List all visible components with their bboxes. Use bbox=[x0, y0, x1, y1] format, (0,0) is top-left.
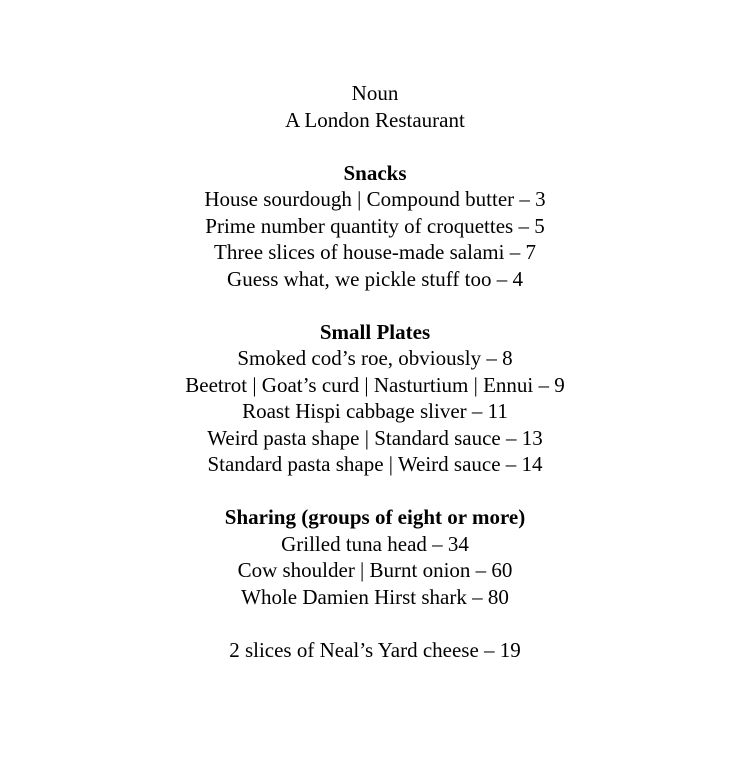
menu-sections bbox=[0, 160, 750, 611]
footer-item: 2 slices of Neal’s Yard cheese – 19 bbox=[229, 637, 521, 662]
menu-item: Roast Hispi cabbage sliver – 11 bbox=[242, 399, 508, 423]
restaurant-menu bbox=[0, 80, 750, 663]
menu-item: Beetrot | Goat’s curd | Nasturtium | Ennui – 9 bbox=[185, 372, 565, 397]
menu-item: Cow shoulder | Burnt onion – 60 bbox=[237, 558, 513, 582]
menu-item: Whole Damien Hirst shark – 80 bbox=[241, 584, 509, 609]
menu-section bbox=[0, 319, 750, 478]
menu-item: Three slices of house-made salami – 7 bbox=[214, 240, 536, 264]
menu-item: Guess what, we pickle stuff too – 4 bbox=[227, 266, 523, 291]
menu-item: Weird pasta shape | Standard sauce – 13 bbox=[207, 425, 543, 450]
restaurant-name: Noun bbox=[351, 81, 399, 105]
restaurant-subtitle: A London Restaurant bbox=[285, 107, 465, 132]
menu-item: Grilled tuna head – 34 bbox=[281, 531, 469, 556]
section-heading: Small Plates bbox=[319, 319, 431, 344]
menu-item: House sourdough | Compound butter – 3 bbox=[204, 187, 546, 211]
menu-item: Prime number quantity of croquettes – 5 bbox=[205, 213, 545, 238]
menu-item: Smoked cod’s roe, obviously – 8 bbox=[237, 346, 513, 370]
section-heading: Snacks bbox=[343, 160, 407, 185]
menu-section bbox=[0, 160, 750, 293]
section-heading: Sharing (groups of eight or more) bbox=[224, 505, 526, 529]
menu-section bbox=[0, 504, 750, 610]
menu-item: Standard pasta shape | Weird sauce – 14 bbox=[207, 452, 543, 476]
